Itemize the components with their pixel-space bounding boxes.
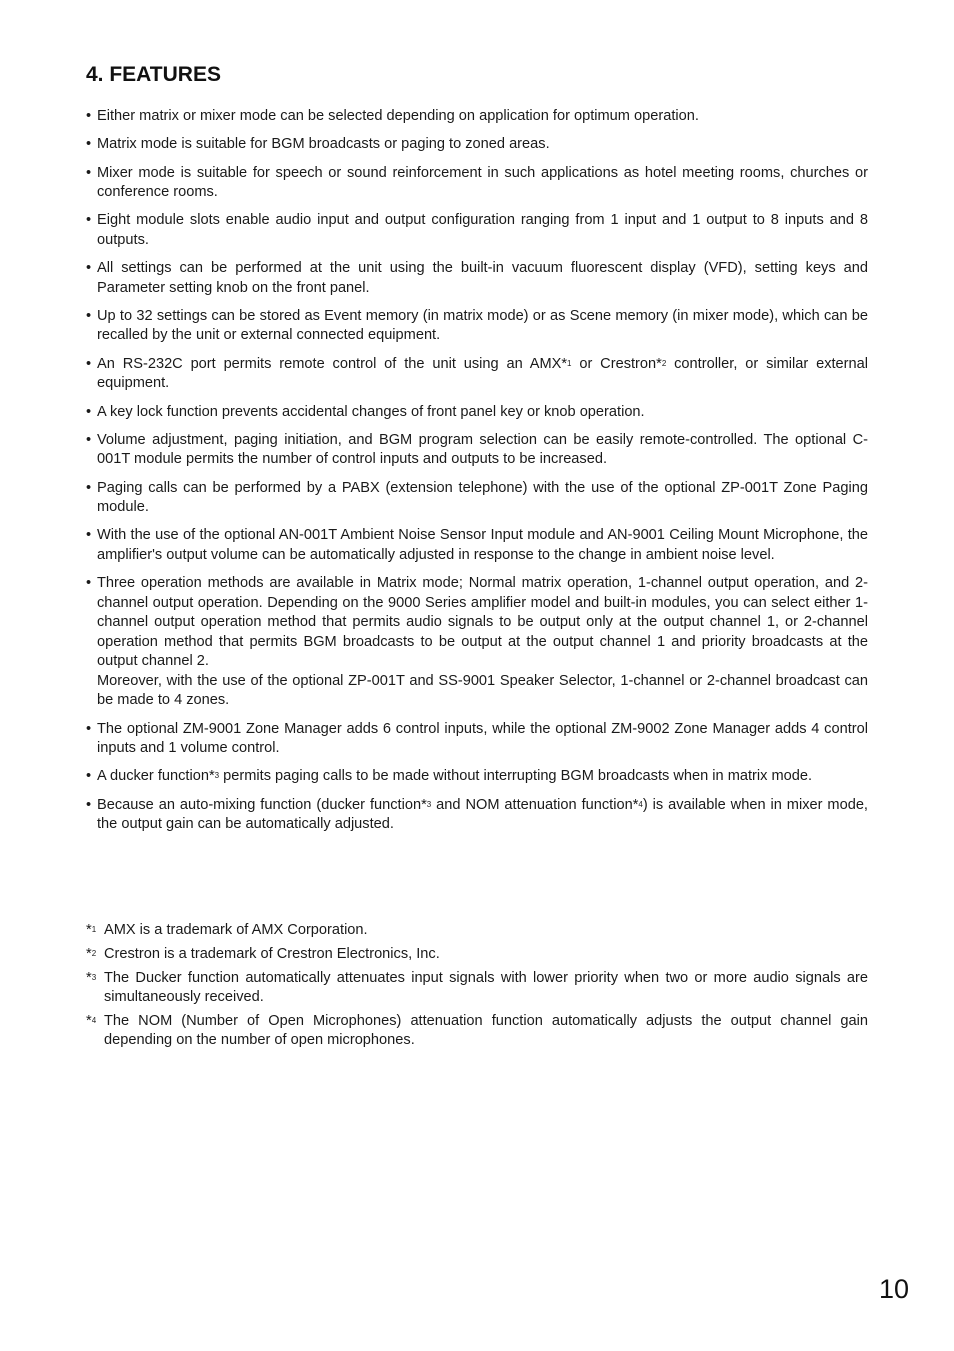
footnote-ref: 3 xyxy=(426,799,432,809)
feature-item: • Up to 32 settings can be stored as Event memory (in matrix mode) or as Scene memory (in mixer mode), which can be recalled by the unit or external connected equipment. xyxy=(86,307,868,346)
footnote-ref: 1 xyxy=(567,358,572,368)
footnote xyxy=(86,921,868,941)
feature-item: • Volume adjustment, paging initiation, and BGM program selection can be easily remote-controlled. The optional C-001T module permits the number of control inputs and outputs to be increased. xyxy=(86,431,868,470)
feature-item: • Matrix mode is suitable for BGM broadcasts or paging to zoned areas. xyxy=(86,135,868,155)
footnote xyxy=(86,945,868,965)
feature-item xyxy=(86,574,868,711)
feature-text: ) is available when in mixer mode, the output gain can be automatically adjusted. xyxy=(97,796,868,833)
feature-item: • A key lock function prevents accidental changes of front panel key or knob operation. xyxy=(86,403,868,423)
feature-text: controller, or similar external equipment. xyxy=(97,355,869,392)
footnotes-list xyxy=(86,921,868,1055)
feature-item xyxy=(86,767,868,787)
feature-text: Moreover, with the use of the optional ZP-001T and SS-9001 Speaker Selector, 1-channel or 2-channel broadcast can be made to 4 zones. xyxy=(97,672,868,709)
feature-item: • Either matrix or mixer mode can be selected depending on application for optimum operation. xyxy=(86,107,868,127)
feature-text: and NOM attenuation function* xyxy=(431,796,639,813)
feature-text: permits paging calls to be made without interrupting BGM broadcasts when in matrix mode. xyxy=(219,768,813,785)
feature-item: • All settings can be performed at the unit using the built-in vacuum fluorescent display (VFD), setting keys and Parameter setting knob on the front panel. xyxy=(86,259,868,298)
feature-item: • With the use of the optional AN-001T Ambient Noise Sensor Input module and AN-9001 Ceiling Mount Microphone, the amplifier's output volume can be automatically adjusted in response to the change in ambient noise level. xyxy=(86,526,868,565)
footnote-ref: 4 xyxy=(638,799,643,809)
feature-text: or Crestron* xyxy=(571,355,662,372)
footnote-text: Crestron is a trademark of Crestron Electronics, Inc. xyxy=(104,945,440,962)
feature-item: • Mixer mode is suitable for speech or sound reinforcement in such applications as hotel meeting rooms, churches or conference rooms. xyxy=(86,164,868,203)
footnote-marker: *$^1$ xyxy=(86,922,97,938)
features-list xyxy=(86,107,868,843)
feature-item: • The optional ZM-9001 Zone Manager adds 6 control inputs, while the optional ZM-9002 Zone Manager adds 4 control inputs and 1 volume control. xyxy=(86,720,868,759)
footnote-marker: *$^3$ xyxy=(86,969,97,986)
feature-item: • Paging calls can be performed by a PABX (extension telephone) with the use of the optional ZP-001T Zone Paging module. xyxy=(86,479,868,518)
footnote-text: The Ducker function automatically attenuates input signals with lower priority when two or more audio signals are simultaneously received. xyxy=(104,969,868,1006)
feature-text: A ducker function* xyxy=(97,768,215,785)
feature-item xyxy=(86,355,868,394)
footnote-ref: 2 xyxy=(661,358,667,368)
footnote-ref: 3 xyxy=(214,771,220,781)
footnote xyxy=(86,1012,868,1051)
footnote xyxy=(86,969,868,1008)
feature-item xyxy=(86,796,868,835)
feature-text: • Three operation methods are available in Matrix mode; Normal matrix operation, 1-channel output operation, and 2-channel output operation. Depending on the 9000 Series amplifier model and built-in modules, you can select either 1-channel output operation method that permits audio signals to be output only at the output channel 1, or 2-channel operation method that permits BGM broadcasts to be output at the output channel 1 and priority broadcasts at the output channel 2. xyxy=(97,575,868,670)
section-title: 4. FEATURES xyxy=(86,63,221,86)
feature-text: Because an auto-mixing function (ducker function* xyxy=(97,796,427,813)
feature-item: • Eight module slots enable audio input and output configuration ranging from 1 input and 1 output to 8 inputs and 8 outputs. xyxy=(86,211,868,250)
footnote-marker: *$^2$ xyxy=(86,945,97,962)
feature-text: An RS-232C port permits remote control of the unit using an AMX* xyxy=(97,355,568,372)
footnote-marker: *$^4$ xyxy=(86,1012,97,1029)
footnote-text: AMX is a trademark of AMX Corporation. xyxy=(104,922,368,938)
footnote-text: The NOM (Number of Open Microphones) attenuation function automatically adjusts the output channel gain depending on the number of open microphones. xyxy=(104,1012,868,1049)
page-number: 10 xyxy=(878,1274,909,1304)
